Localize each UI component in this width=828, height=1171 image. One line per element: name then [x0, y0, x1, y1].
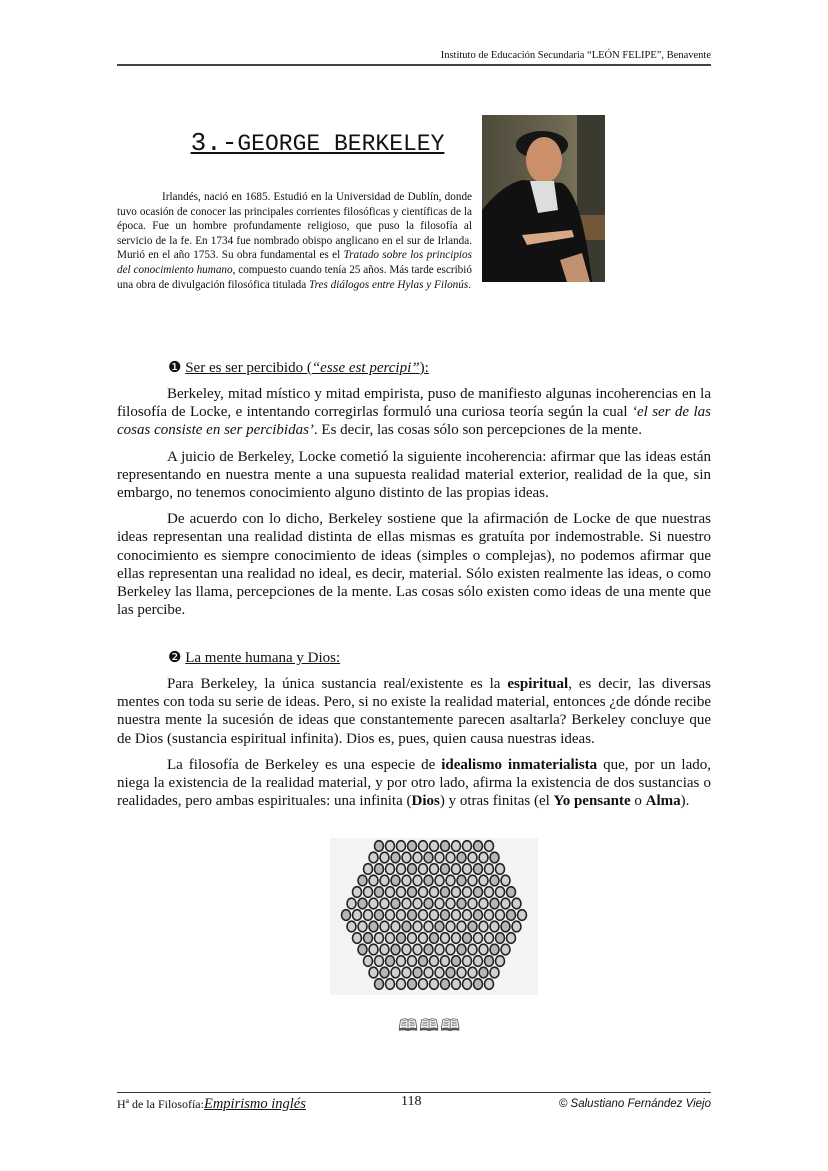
face [364, 956, 373, 967]
face [419, 841, 428, 852]
face [479, 944, 488, 955]
face [435, 875, 444, 886]
face [375, 910, 384, 921]
paragraph: La filosofía de Berkeley es una especie de idealismo inmaterialista que, por un lado, niega la existencia de la realidad material, y por otro lado, afirma la existencia de dos sustancias o realidades, pero ambas espirituales: una infinita (Dios) y otras finitas (el Yo pensante o Alma). [117, 756, 711, 810]
face [386, 933, 395, 944]
berkeley-portrait [482, 115, 605, 282]
face [435, 944, 444, 955]
face [452, 979, 461, 990]
face [485, 933, 494, 944]
face [386, 841, 395, 852]
face [501, 898, 510, 909]
face [468, 967, 477, 978]
face [463, 887, 472, 898]
face [380, 921, 389, 932]
face [479, 898, 488, 909]
face [430, 887, 439, 898]
face [419, 956, 428, 967]
face [512, 898, 521, 909]
face [457, 921, 466, 932]
face [496, 910, 505, 921]
face [441, 956, 450, 967]
face [391, 944, 400, 955]
face [391, 875, 400, 886]
face [463, 979, 472, 990]
face [397, 979, 406, 990]
face [474, 864, 483, 875]
face [364, 864, 373, 875]
face [496, 887, 505, 898]
face [446, 967, 455, 978]
face [408, 841, 417, 852]
face [413, 898, 422, 909]
face [474, 979, 483, 990]
face [463, 933, 472, 944]
face [446, 852, 455, 863]
face [380, 875, 389, 886]
face [452, 910, 461, 921]
face [347, 921, 356, 932]
face [369, 898, 378, 909]
face [419, 933, 428, 944]
face [413, 875, 422, 886]
face [380, 944, 389, 955]
header-rule [117, 64, 711, 66]
face [364, 910, 373, 921]
face [369, 852, 378, 863]
face [479, 921, 488, 932]
biography: Irlandés, nació en 1685. Estudió en la Universidad de Dublín, donde tuvo ocasión de conocer las principales corrientes filosóficas y científicas de la época. Fue un hombre profundamente religioso, que puso la filosofía al servicio de la fe. En 1734 fue nombrado obispo anglicano en el sur de Irlanda. Murió en el año 1753. Su obra fundamental es el Tratado sobre los principios del conocimiento humano, compuesto cuando tenía 25 años. Más tarde escribió una obra de divulgación filosófica titulada Tres diálogos entre Hylas y Filonús. [117, 191, 472, 291]
face [441, 933, 450, 944]
face [490, 852, 499, 863]
face [402, 944, 411, 955]
face [474, 933, 483, 944]
face [452, 841, 461, 852]
face [397, 864, 406, 875]
paragraph: De acuerdo con lo dicho, Berkeley sostiene que la afirmación de Locke de que nuestras ideas representan una realidad distinta de ellas mismas es gratuíta por indemostrable. Si nuestro conocimiento es siempre conocimiento de ideas (simples o complejas), no podemos afirmar que ellas representan una realidad no ideal, es decir, material. Sólo existen realmente las ideas, o como Berkeley las llama, percepciones de la mente. Las cosas sólo existen como ideas de una mente que las percibe. [117, 511, 711, 619]
face [391, 967, 400, 978]
face [457, 944, 466, 955]
face [430, 933, 439, 944]
face [375, 956, 384, 967]
face [479, 967, 488, 978]
face [424, 944, 433, 955]
face [468, 852, 477, 863]
face [408, 887, 417, 898]
face [413, 921, 422, 932]
face [435, 967, 444, 978]
face [435, 852, 444, 863]
face [369, 967, 378, 978]
face [369, 875, 378, 886]
face [391, 852, 400, 863]
face [386, 864, 395, 875]
face [375, 887, 384, 898]
face [419, 979, 428, 990]
face [452, 864, 461, 875]
face [485, 910, 494, 921]
face [441, 979, 450, 990]
face [424, 921, 433, 932]
face [452, 956, 461, 967]
face [380, 898, 389, 909]
section-heading-1: ❶ Ser es ser percibido (“esse est percipi”): [168, 360, 429, 376]
face [397, 956, 406, 967]
face [435, 898, 444, 909]
face [358, 875, 367, 886]
face [507, 933, 516, 944]
face [375, 841, 384, 852]
face [397, 933, 406, 944]
face [452, 887, 461, 898]
face [457, 875, 466, 886]
face [380, 967, 389, 978]
face [397, 910, 406, 921]
face [468, 898, 477, 909]
book-ornament-icon: 🕮🕮🕮 [398, 1016, 462, 1035]
face [468, 944, 477, 955]
face [397, 841, 406, 852]
face [408, 933, 417, 944]
face [490, 944, 499, 955]
face [430, 956, 439, 967]
face [463, 910, 472, 921]
face [375, 979, 384, 990]
face [485, 887, 494, 898]
face [457, 967, 466, 978]
face [424, 875, 433, 886]
face [441, 864, 450, 875]
face [435, 921, 444, 932]
face [446, 898, 455, 909]
face [430, 979, 439, 990]
face [419, 910, 428, 921]
face [375, 864, 384, 875]
face [402, 898, 411, 909]
face [364, 933, 373, 944]
footer-author: © Salustiano Fernández Viejo [558, 1098, 711, 1110]
face [441, 841, 450, 852]
face [496, 956, 505, 967]
section-2-body [117, 675, 711, 818]
face [402, 967, 411, 978]
face [430, 864, 439, 875]
face [446, 921, 455, 932]
face [446, 875, 455, 886]
face [490, 967, 499, 978]
face [386, 887, 395, 898]
face [507, 887, 516, 898]
face [369, 921, 378, 932]
face [380, 852, 389, 863]
face [358, 921, 367, 932]
face [479, 852, 488, 863]
face [485, 956, 494, 967]
face [353, 910, 362, 921]
face [485, 841, 494, 852]
face [408, 979, 417, 990]
face [364, 887, 373, 898]
face [474, 887, 483, 898]
face [501, 875, 510, 886]
face [512, 921, 521, 932]
face [518, 910, 527, 921]
face [402, 921, 411, 932]
face [496, 864, 505, 875]
face [474, 841, 483, 852]
face [386, 910, 395, 921]
section-heading-2: ❷ La mente humana y Dios: [168, 650, 341, 666]
face [408, 910, 417, 921]
paragraph: A juicio de Berkeley, Locke cometió la siguiente incoherencia: afirmar que las ideas están representando en nuestra mente a una supuesta realidad material exterior, realidad de la que, sin embargo, no tenemos conocimiento alguno distinto de las propias ideas. [117, 448, 711, 502]
face [358, 944, 367, 955]
page-header: Instituto de Educación Secundaria “LEÓN FELIPE”, Benavente [440, 50, 711, 61]
face [424, 898, 433, 909]
face [347, 898, 356, 909]
face [397, 887, 406, 898]
face [358, 898, 367, 909]
paragraph: Para Berkeley, la única sustancia real/existente es la espiritual, es decir, las diversas mentes con toda su serie de ideas. Pero, si no existe la realidad material, entonces ¿de dónde recibe nuestra mente la sucesión de ideas que constantemente parecen asaltarla? Berkeley concluye que de Dios (sustancia espiritual infinita). Dios es, pues, quien causa nuestras ideas. [117, 676, 711, 747]
face [408, 956, 417, 967]
face [485, 979, 494, 990]
face [485, 864, 494, 875]
face [419, 887, 428, 898]
face [463, 841, 472, 852]
face [386, 979, 395, 990]
face [413, 944, 422, 955]
face [463, 956, 472, 967]
face [457, 898, 466, 909]
face [413, 852, 422, 863]
face [402, 875, 411, 886]
face [424, 852, 433, 863]
face [419, 864, 428, 875]
face [468, 875, 477, 886]
face [474, 956, 483, 967]
face [490, 898, 499, 909]
face [353, 933, 362, 944]
face [446, 944, 455, 955]
face [386, 956, 395, 967]
face [375, 933, 384, 944]
face [441, 910, 450, 921]
section-1-body [117, 385, 711, 627]
page-number: 118 [401, 1094, 422, 1109]
face [430, 910, 439, 921]
face [501, 944, 510, 955]
face [490, 921, 499, 932]
face [474, 910, 483, 921]
face [413, 967, 422, 978]
face [468, 921, 477, 932]
face [463, 864, 472, 875]
footer-subject: Hª de la Filosofía:Empirismo inglés [117, 1096, 306, 1112]
face [342, 910, 351, 921]
face [452, 933, 461, 944]
face [424, 967, 433, 978]
face [402, 852, 411, 863]
face [479, 875, 488, 886]
face [507, 910, 516, 921]
face [457, 852, 466, 863]
chapter-title: 3.-GEORGE BERKELEY [190, 128, 445, 158]
face [353, 887, 362, 898]
face [501, 921, 510, 932]
face [490, 875, 499, 886]
face [441, 887, 450, 898]
paragraph: Berkeley, mitad místico y mitad empirista, puso de manifiesto algunas incoherencias en la filosofía de Locke, e intentando corregirlas formuló una curiosa teoría según la cual ‘el ser de las cosas consiste en ser percibidas’. Es decir, las cosas sólo son percepciones de la mente. [117, 386, 711, 439]
face [496, 933, 505, 944]
face [369, 944, 378, 955]
face [391, 898, 400, 909]
face [430, 841, 439, 852]
footer-rule [117, 1092, 711, 1093]
faces-illustration [330, 838, 538, 995]
face [391, 921, 400, 932]
face [408, 864, 417, 875]
